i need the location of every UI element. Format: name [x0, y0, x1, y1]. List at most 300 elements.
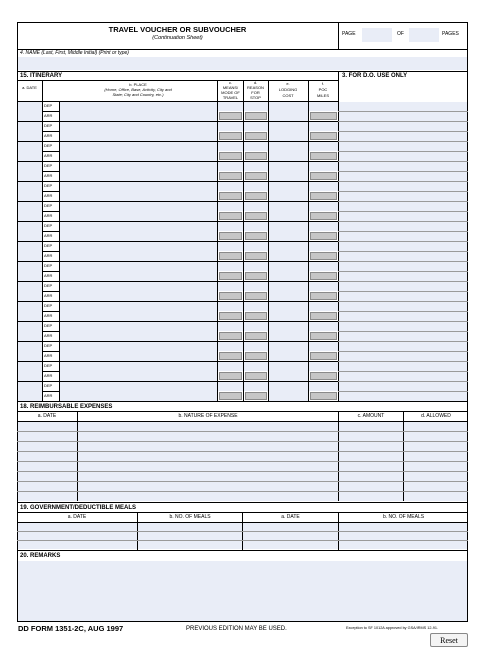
- itin-row-rule: [42, 371, 59, 372]
- itin-poc-gray: [310, 372, 337, 380]
- itin-means-gray: [219, 252, 242, 260]
- itin-row-rule: [42, 131, 59, 132]
- row-type-label: DEP: [44, 163, 53, 168]
- itin-date-field[interactable]: [18, 102, 42, 121]
- reimb-row-rule: [17, 431, 468, 432]
- itin-lodging-field[interactable]: [269, 282, 308, 301]
- row-type-label: DEP: [44, 223, 53, 228]
- do-cell[interactable]: [339, 382, 467, 391]
- itin-means-gray: [219, 172, 242, 180]
- itin-date-field[interactable]: [18, 182, 42, 201]
- itin-means-gray: [219, 312, 242, 320]
- meal-count-a-field[interactable]: [138, 532, 242, 540]
- itin-means-gray: [219, 112, 242, 120]
- reimb-row-rule: [17, 451, 468, 452]
- itin-means-field[interactable]: [218, 162, 243, 171]
- itin-means-gray: [219, 192, 242, 200]
- itin-reason-gray: [245, 152, 267, 160]
- reimb-nature-field[interactable]: [78, 462, 338, 471]
- itin-poc-field[interactable]: [309, 222, 338, 231]
- row-type-label: DEP: [44, 243, 53, 248]
- itin-row-rule: [17, 281, 42, 282]
- itin-means-field[interactable]: [218, 242, 243, 251]
- do-cell[interactable]: [339, 162, 467, 171]
- itin-reason-field[interactable]: [244, 142, 268, 151]
- itin-reason-gray: [245, 212, 267, 220]
- do-cell[interactable]: [339, 262, 467, 271]
- itin-reason-gray: [245, 292, 267, 300]
- reimb-amount-field[interactable]: [339, 442, 403, 451]
- itin-reason-gray: [245, 172, 267, 180]
- itin-date-field[interactable]: [18, 282, 42, 301]
- do-cell[interactable]: [339, 362, 467, 371]
- meal-count-b-field[interactable]: [339, 523, 467, 531]
- row-type-label: ARR: [44, 213, 53, 218]
- itin-reason-gray: [245, 372, 267, 380]
- itin-means-field[interactable]: [218, 322, 243, 331]
- itin-row-rule: [17, 201, 42, 202]
- itin-reason-gray: [245, 392, 267, 400]
- reimb-col-date: a. DATE: [37, 413, 57, 419]
- itin-means-field[interactable]: [218, 382, 243, 391]
- itin-date-field[interactable]: [18, 302, 42, 321]
- col-date-header: a. DATE: [22, 85, 37, 90]
- reimb-amount-field[interactable]: [339, 462, 403, 471]
- reimb-label: 18. REIMBURSABLE EXPENSES: [20, 404, 113, 410]
- itin-means-field[interactable]: [218, 342, 243, 351]
- itin-place-field[interactable]: [60, 102, 217, 121]
- of-label: OF: [397, 31, 404, 37]
- reimb-allowed-field[interactable]: [404, 492, 467, 501]
- reimb-nature-field[interactable]: [78, 432, 338, 441]
- itin-lodging-field[interactable]: [269, 302, 308, 321]
- total-pages-field[interactable]: [409, 28, 439, 42]
- itin-reason-field[interactable]: [244, 162, 268, 171]
- meal-date-a-field[interactable]: [18, 532, 137, 540]
- itin-date-field[interactable]: [18, 342, 42, 361]
- row-type-label: ARR: [44, 173, 53, 178]
- do-cell[interactable]: [339, 112, 467, 121]
- itin-row-rule: [17, 221, 42, 222]
- itin-reason-gray: [245, 112, 267, 120]
- do-cell[interactable]: [339, 312, 467, 321]
- row-type-label: ARR: [44, 193, 53, 198]
- itin-place-field[interactable]: [60, 242, 217, 261]
- do-cell[interactable]: [339, 332, 467, 341]
- itin-reason-gray: [245, 252, 267, 260]
- reimb-allowed-field[interactable]: [404, 452, 467, 461]
- itin-date-field[interactable]: [18, 382, 42, 401]
- do-use-label: 3. FOR D.O. USE ONLY: [342, 73, 408, 79]
- itin-means-gray: [219, 392, 242, 400]
- name-label: 4. NAME (Last, First, Middle Initial) (Print or type): [20, 50, 129, 56]
- row-type-label: DEP: [44, 343, 53, 348]
- itin-means-field[interactable]: [218, 302, 243, 311]
- meal-date-b-field[interactable]: [243, 523, 338, 531]
- itin-date-field[interactable]: [18, 202, 42, 221]
- row-type-label: ARR: [44, 353, 53, 358]
- reimb-nature-field[interactable]: [78, 472, 338, 481]
- do-cell[interactable]: [339, 242, 467, 251]
- row-type-label: DEP: [44, 183, 53, 188]
- meal-count-a-field[interactable]: [138, 523, 242, 531]
- reimb-date-field[interactable]: [18, 492, 77, 501]
- reimb-amount-field[interactable]: [339, 452, 403, 461]
- itin-lodging-field[interactable]: [269, 142, 308, 161]
- itin-poc-field[interactable]: [309, 382, 338, 391]
- itin-reason-field[interactable]: [244, 322, 268, 331]
- itin-row-rule: [42, 351, 59, 352]
- itin-place-field[interactable]: [60, 222, 217, 241]
- itin-means-field[interactable]: [218, 122, 243, 131]
- itin-poc-field[interactable]: [309, 182, 338, 191]
- row-type-label: ARR: [44, 373, 53, 378]
- reimb-row-rule: [17, 481, 468, 482]
- meal-count-a-field[interactable]: [138, 541, 242, 549]
- itin-row-rule: [42, 251, 59, 252]
- itin-row-rule: [17, 261, 42, 262]
- meals-top-rule: [17, 502, 468, 503]
- meal-date-b-field[interactable]: [243, 541, 338, 549]
- row-type-label: ARR: [44, 233, 53, 238]
- meal-date-a-field[interactable]: [18, 541, 137, 549]
- itin-row-rule: [42, 151, 59, 152]
- reimb-allowed-field[interactable]: [404, 432, 467, 441]
- itin-poc-gray: [310, 152, 337, 160]
- itin-poc-field[interactable]: [309, 122, 338, 131]
- itin-place-field[interactable]: [60, 322, 217, 341]
- do-cell[interactable]: [339, 272, 467, 281]
- row-type-label: ARR: [44, 273, 53, 278]
- exception-note: Exception to SF 1012A approved by GSA/IRMS 12-91.: [346, 626, 439, 630]
- col-place-sub1: (Home, Office, Base, Activity, City and: [104, 87, 172, 92]
- reimb-nature-field[interactable]: [78, 422, 338, 431]
- itin-date-field[interactable]: [18, 262, 42, 281]
- itin-row-rule: [17, 381, 42, 382]
- reimb-nature-field[interactable]: [78, 442, 338, 451]
- itin-place-field[interactable]: [60, 342, 217, 361]
- itin-poc-gray: [310, 192, 337, 200]
- itin-place-field[interactable]: [60, 142, 217, 161]
- row-type-label: DEP: [44, 123, 53, 128]
- reimb-date-field[interactable]: [18, 422, 77, 431]
- meals-label: 19. GOVERNMENT/DEDUCTIBLE MEALS: [20, 505, 137, 511]
- itin-poc-field[interactable]: [309, 342, 338, 351]
- itin-row-rule: [17, 241, 42, 242]
- itin-row-rule: [42, 231, 59, 232]
- itin-poc-gray: [310, 332, 337, 340]
- row-type-label: DEP: [44, 263, 53, 268]
- do-cell[interactable]: [339, 342, 467, 351]
- reimb-label-rule: [17, 411, 468, 412]
- itin-poc-field[interactable]: [309, 102, 338, 111]
- row-type-label: ARR: [44, 333, 53, 338]
- remarks-field[interactable]: [18, 561, 467, 621]
- itin-means-gray: [219, 152, 242, 160]
- itin-lodging-field[interactable]: [269, 102, 308, 121]
- itin-means-field[interactable]: [218, 222, 243, 231]
- row-type-label: DEP: [44, 143, 53, 148]
- itin-place-field[interactable]: [60, 202, 217, 221]
- itin-means-field[interactable]: [218, 362, 243, 371]
- do-cell[interactable]: [339, 302, 467, 311]
- do-cell[interactable]: [339, 232, 467, 241]
- itin-reason-field[interactable]: [244, 302, 268, 311]
- page-label: PAGE: [342, 31, 356, 37]
- itin-reason-gray: [245, 132, 267, 140]
- itin-reason-field[interactable]: [244, 342, 268, 351]
- itin-reason-gray: [245, 232, 267, 240]
- do-cell[interactable]: [339, 152, 467, 161]
- row-type-label: ARR: [44, 133, 53, 138]
- row-type-label: ARR: [44, 313, 53, 318]
- itin-date-field[interactable]: [18, 122, 42, 141]
- reimb-amount-field[interactable]: [339, 422, 403, 431]
- reimb-amount-field[interactable]: [339, 492, 403, 501]
- row-type-label: DEP: [44, 303, 53, 308]
- itin-means-field[interactable]: [218, 102, 243, 111]
- itin-date-field[interactable]: [18, 322, 42, 341]
- do-cell[interactable]: [339, 322, 467, 331]
- itin-lodging-field[interactable]: [269, 382, 308, 401]
- do-cell[interactable]: [339, 352, 467, 361]
- itin-row-rule: [42, 291, 59, 292]
- itin-poc-gray: [310, 272, 337, 280]
- itin-row-rule: [17, 101, 42, 102]
- reimb-nature-field[interactable]: [78, 492, 338, 501]
- do-cell[interactable]: [339, 142, 467, 151]
- do-cell[interactable]: [339, 122, 467, 131]
- itin-poc-field[interactable]: [309, 362, 338, 371]
- itin-lodging-field[interactable]: [269, 202, 308, 221]
- reimb-allowed-field[interactable]: [404, 442, 467, 451]
- reimb-date-field[interactable]: [18, 472, 77, 481]
- itin-means-gray: [219, 372, 242, 380]
- itin-poc-gray: [310, 312, 337, 320]
- itin-poc-field[interactable]: [309, 162, 338, 171]
- reimb-row-rule: [17, 461, 468, 462]
- itin-reason-field[interactable]: [244, 282, 268, 291]
- reset-button[interactable]: Reset: [430, 633, 468, 647]
- reimb-date-field[interactable]: [18, 452, 77, 461]
- reimb-row-rule: [17, 441, 468, 442]
- remarks-label: 20. REMARKS: [20, 553, 61, 559]
- itin-reason-gray: [245, 332, 267, 340]
- reimb-date-field[interactable]: [18, 482, 77, 491]
- reimb-row-rule: [17, 471, 468, 472]
- itin-poc-gray: [310, 252, 337, 260]
- row-type-label: DEP: [44, 383, 53, 388]
- itin-reason-gray: [245, 272, 267, 280]
- itin-reason-field[interactable]: [244, 362, 268, 371]
- itin-row-rule: [42, 311, 59, 312]
- reimb-date-field[interactable]: [18, 432, 77, 441]
- reimb-row-rule: [17, 491, 468, 492]
- itin-poc-field[interactable]: [309, 322, 338, 331]
- itin-poc-field[interactable]: [309, 302, 338, 311]
- itin-means-gray: [219, 332, 242, 340]
- reimb-amount-field[interactable]: [339, 472, 403, 481]
- do-cell[interactable]: [339, 102, 467, 111]
- page-number-field[interactable]: [362, 28, 392, 42]
- itin-place-field[interactable]: [60, 302, 217, 321]
- itin-place-field[interactable]: [60, 262, 217, 281]
- itin-lodging-field[interactable]: [269, 122, 308, 141]
- meals-col-date-b: a. DATE: [281, 514, 300, 520]
- meal-date-b-field[interactable]: [243, 532, 338, 540]
- col-place-sub2: State; City and Country, etc.): [112, 92, 164, 97]
- itin-lodging-field[interactable]: [269, 262, 308, 281]
- itin-row-rule: [17, 121, 42, 122]
- reimb-date-field[interactable]: [18, 442, 77, 451]
- col-place-header: b. PLACE: [129, 82, 147, 87]
- itin-means-gray: [219, 212, 242, 220]
- itin-lodging-field[interactable]: [269, 162, 308, 181]
- row-type-label: DEP: [44, 103, 53, 108]
- itin-date-field[interactable]: [18, 222, 42, 241]
- do-cell[interactable]: [339, 202, 467, 211]
- row-type-label: ARR: [44, 293, 53, 298]
- itin-lodging-field[interactable]: [269, 322, 308, 341]
- itin-row-rule: [42, 391, 59, 392]
- itin-row-rule: [42, 271, 59, 272]
- itin-reason-gray: [245, 352, 267, 360]
- itin-poc-gray: [310, 212, 337, 220]
- meal-row-rule: [17, 540, 468, 541]
- itin-lodging-field[interactable]: [269, 362, 308, 381]
- itin-poc-gray: [310, 132, 337, 140]
- itin-place-field[interactable]: [60, 362, 217, 381]
- itin-row-rule: [42, 211, 59, 212]
- meals-col-meals-b: b. NO. OF MEALS: [382, 514, 425, 520]
- itin-date-field[interactable]: [18, 242, 42, 261]
- itin-place-field[interactable]: [60, 162, 217, 181]
- itin-means-field[interactable]: [218, 282, 243, 291]
- itin-poc-gray: [310, 112, 337, 120]
- form-id: DD FORM 1351-2C, AUG 1997: [18, 624, 124, 633]
- itin-lodging-field[interactable]: [269, 342, 308, 361]
- itin-row-rule: [42, 111, 59, 112]
- itin-means-field[interactable]: [218, 262, 243, 271]
- title-divider: [338, 22, 339, 49]
- itin-poc-gray: [310, 232, 337, 240]
- row-type-label: DEP: [44, 323, 53, 328]
- reimb-amount-field[interactable]: [339, 482, 403, 491]
- do-cell[interactable]: [339, 192, 467, 201]
- do-cell[interactable]: [339, 252, 467, 261]
- itin-poc-field[interactable]: [309, 242, 338, 251]
- row-type-label: ARR: [44, 113, 53, 118]
- do-cell[interactable]: [339, 372, 467, 381]
- itin-means-field[interactable]: [218, 182, 243, 191]
- do-cell[interactable]: [339, 392, 467, 401]
- itin-place-field[interactable]: [60, 382, 217, 401]
- meals-col-meals-a: b. NO. OF MEALS: [169, 514, 211, 520]
- itin-reason-field[interactable]: [244, 202, 268, 211]
- remarks-top-rule: [17, 550, 468, 551]
- itin-means-field[interactable]: [218, 142, 243, 151]
- row-type-label: DEP: [44, 283, 53, 288]
- do-cell[interactable]: [339, 292, 467, 301]
- itin-lodging-field[interactable]: [269, 222, 308, 241]
- itin-reason-field[interactable]: [244, 382, 268, 391]
- itin-poc-gray: [310, 392, 337, 400]
- reimb-allowed-field[interactable]: [404, 462, 467, 471]
- meal-count-b-field[interactable]: [339, 541, 467, 549]
- itin-reason-gray: [245, 192, 267, 200]
- row-type-label: ARR: [44, 153, 53, 158]
- itin-date-field[interactable]: [18, 142, 42, 161]
- itin-reason-field[interactable]: [244, 262, 268, 271]
- itin-means-gray: [219, 132, 242, 140]
- itin-row-rule: [17, 361, 42, 362]
- itinerary-top-rule: [17, 71, 468, 72]
- reimb-top-rule: [17, 401, 468, 402]
- itin-row-rule: [17, 161, 42, 162]
- do-cell[interactable]: [339, 212, 467, 221]
- itinerary-label: 15. ITINERARY: [20, 73, 63, 79]
- itin-reason-field[interactable]: [244, 122, 268, 131]
- do-cell[interactable]: [339, 182, 467, 191]
- do-cell[interactable]: [339, 282, 467, 291]
- itin-poc-field[interactable]: [309, 142, 338, 151]
- pages-label: PAGES: [442, 31, 459, 37]
- form-title: TRAVEL VOUCHER OR SUBVOUCHER: [108, 25, 247, 34]
- itin-row-rule: [42, 171, 59, 172]
- row-type-label: ARR: [44, 253, 53, 258]
- itin-date-field[interactable]: [18, 362, 42, 381]
- form-subtitle: (Continuation Sheet): [152, 35, 203, 41]
- itin-reason-field[interactable]: [244, 242, 268, 251]
- do-cell[interactable]: [339, 132, 467, 141]
- itinerary-label-rule: [17, 80, 338, 81]
- reimb-nature-field[interactable]: [78, 482, 338, 491]
- previous-edition: PREVIOUS EDITION MAY BE USED.: [186, 626, 287, 632]
- itin-poc-field[interactable]: [309, 262, 338, 271]
- itin-means-field[interactable]: [218, 202, 243, 211]
- itin-lodging-field[interactable]: [269, 242, 308, 261]
- itin-reason-field[interactable]: [244, 102, 268, 111]
- do-cell[interactable]: [339, 172, 467, 181]
- meal-count-b-field[interactable]: [339, 532, 467, 540]
- reimb-allowed-field[interactable]: [404, 482, 467, 491]
- itin-reason-field[interactable]: [244, 222, 268, 231]
- meals-col-date-a: a. DATE: [67, 514, 87, 520]
- reimb-nature-field[interactable]: [78, 452, 338, 461]
- itin-means-gray: [219, 232, 242, 240]
- itin-date-field[interactable]: [18, 162, 42, 181]
- reimb-allowed-field[interactable]: [404, 472, 467, 481]
- reimb-date-field[interactable]: [18, 462, 77, 471]
- itin-poc-field[interactable]: [309, 282, 338, 291]
- itin-poc-gray: [310, 292, 337, 300]
- itin-reason-field[interactable]: [244, 182, 268, 191]
- meal-date-a-field[interactable]: [18, 523, 137, 531]
- meal-row-rule: [17, 531, 468, 532]
- do-cell[interactable]: [339, 222, 467, 231]
- itin-lodging-field[interactable]: [269, 182, 308, 201]
- name-field[interactable]: [18, 57, 467, 70]
- itin-row-rule: [42, 331, 59, 332]
- itin-place-field[interactable]: [60, 282, 217, 301]
- reimb-amount-field[interactable]: [339, 432, 403, 441]
- itin-poc-field[interactable]: [309, 202, 338, 211]
- itin-poc-gray: [310, 352, 337, 360]
- itin-place-field[interactable]: [60, 182, 217, 201]
- reimb-allowed-field[interactable]: [404, 422, 467, 431]
- reimb-col-amount: c. AMOUNT: [357, 413, 385, 419]
- itin-place-field[interactable]: [60, 122, 217, 141]
